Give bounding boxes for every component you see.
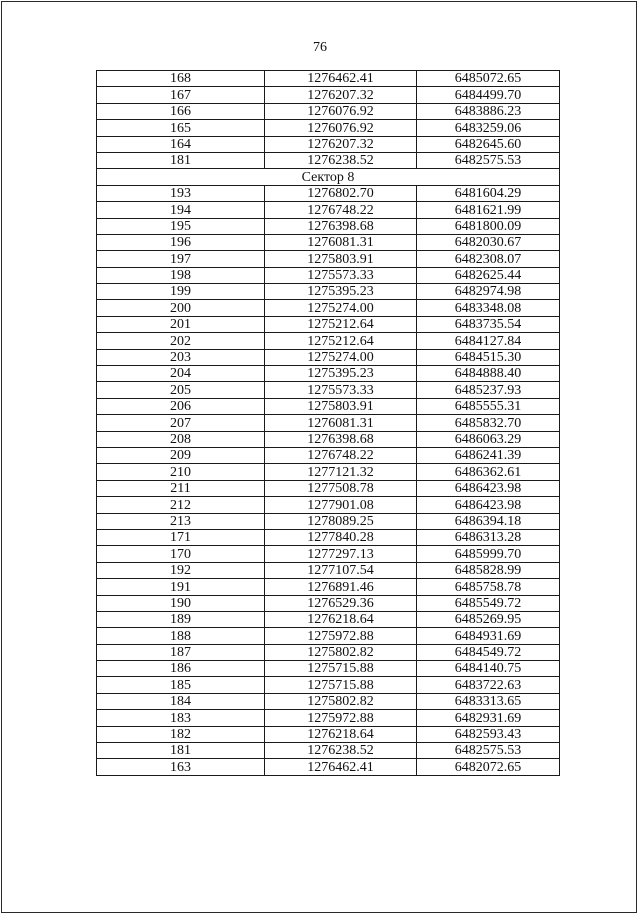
x-coordinate-cell: 1277107.54 <box>265 562 417 578</box>
point-number-cell: 170 <box>97 546 265 562</box>
y-coordinate-cell: 6481800.09 <box>417 218 560 234</box>
table-row <box>97 693 560 709</box>
y-coordinate-cell: 6485555.31 <box>417 398 560 414</box>
x-coordinate-cell: 1276529.36 <box>265 595 417 611</box>
y-coordinate-cell: 6485269.95 <box>417 611 560 627</box>
x-coordinate-cell: 1276207.32 <box>265 136 417 152</box>
y-coordinate-cell: 6482625.44 <box>417 267 560 283</box>
y-coordinate-cell: 6484515.30 <box>417 349 560 365</box>
x-coordinate-cell: 1275212.64 <box>265 333 417 349</box>
table-row <box>97 218 560 234</box>
x-coordinate-cell: 1275972.88 <box>265 628 417 644</box>
point-number-cell: 189 <box>97 611 265 627</box>
x-coordinate-cell: 1275972.88 <box>265 710 417 726</box>
y-coordinate-cell: 6482645.60 <box>417 136 560 152</box>
table-row <box>97 546 560 562</box>
x-coordinate-cell: 1275274.00 <box>265 349 417 365</box>
point-number-cell: 194 <box>97 202 265 218</box>
table-row <box>97 185 560 201</box>
table-row <box>97 398 560 414</box>
y-coordinate-cell: 6485549.72 <box>417 595 560 611</box>
x-coordinate-cell: 1276398.68 <box>265 431 417 447</box>
y-coordinate-cell: 6483722.63 <box>417 677 560 693</box>
y-coordinate-cell: 6482575.53 <box>417 743 560 759</box>
table-row <box>97 415 560 431</box>
point-number-cell: 196 <box>97 234 265 250</box>
point-number-cell: 181 <box>97 152 265 168</box>
x-coordinate-cell: 1276081.31 <box>265 234 417 250</box>
coordinates-table <box>96 70 560 776</box>
y-coordinate-cell: 6481621.99 <box>417 202 560 218</box>
point-number-cell: 167 <box>97 87 265 103</box>
x-coordinate-cell: 1276207.32 <box>265 87 417 103</box>
x-coordinate-cell: 1276218.64 <box>265 726 417 742</box>
point-number-cell: 199 <box>97 284 265 300</box>
table-row <box>97 710 560 726</box>
table-row <box>97 103 560 119</box>
x-coordinate-cell: 1275802.82 <box>265 693 417 709</box>
point-number-cell: 165 <box>97 120 265 136</box>
point-number-cell: 210 <box>97 464 265 480</box>
y-coordinate-cell: 6483348.08 <box>417 300 560 316</box>
table-row <box>97 661 560 677</box>
y-coordinate-cell: 6486362.61 <box>417 464 560 480</box>
y-coordinate-cell: 6481604.29 <box>417 185 560 201</box>
x-coordinate-cell: 1275573.33 <box>265 267 417 283</box>
x-coordinate-cell: 1275274.00 <box>265 300 417 316</box>
point-number-cell: 164 <box>97 136 265 152</box>
point-number-cell: 171 <box>97 529 265 545</box>
y-coordinate-cell: 6486423.98 <box>417 497 560 513</box>
y-coordinate-cell: 6482575.53 <box>417 152 560 168</box>
y-coordinate-cell: 6486313.28 <box>417 529 560 545</box>
table-row <box>97 300 560 316</box>
x-coordinate-cell: 1275573.33 <box>265 382 417 398</box>
table-row <box>97 628 560 644</box>
y-coordinate-cell: 6485758.78 <box>417 579 560 595</box>
y-coordinate-cell: 6484140.75 <box>417 661 560 677</box>
y-coordinate-cell: 6485832.70 <box>417 415 560 431</box>
table-row <box>97 644 560 660</box>
table-row <box>97 611 560 627</box>
x-coordinate-cell: 1277508.78 <box>265 480 417 496</box>
y-coordinate-cell: 6484888.40 <box>417 366 560 382</box>
point-number-cell: 201 <box>97 316 265 332</box>
point-number-cell: 205 <box>97 382 265 398</box>
point-number-cell: 206 <box>97 398 265 414</box>
point-number-cell: 188 <box>97 628 265 644</box>
section-header-row <box>97 169 560 185</box>
point-number-cell: 182 <box>97 726 265 742</box>
y-coordinate-cell: 6483886.23 <box>417 103 560 119</box>
y-coordinate-cell: 6486063.29 <box>417 431 560 447</box>
table-row <box>97 726 560 742</box>
point-number-cell: 168 <box>97 71 265 87</box>
table-row <box>97 316 560 332</box>
point-number-cell: 198 <box>97 267 265 283</box>
x-coordinate-cell: 1276238.52 <box>265 743 417 759</box>
x-coordinate-cell: 1276076.92 <box>265 120 417 136</box>
point-number-cell: 185 <box>97 677 265 693</box>
x-coordinate-cell: 1275212.64 <box>265 316 417 332</box>
table-row <box>97 562 560 578</box>
table-row <box>97 759 560 775</box>
y-coordinate-cell: 6486423.98 <box>417 480 560 496</box>
x-coordinate-cell: 1275802.82 <box>265 644 417 660</box>
table-row <box>97 743 560 759</box>
point-number-cell: 191 <box>97 579 265 595</box>
x-coordinate-cell: 1276462.41 <box>265 759 417 775</box>
point-number-cell: 187 <box>97 644 265 660</box>
x-coordinate-cell: 1275395.23 <box>265 284 417 300</box>
coordinates-table-body <box>97 71 560 776</box>
point-number-cell: 181 <box>97 743 265 759</box>
x-coordinate-cell: 1277901.08 <box>265 497 417 513</box>
y-coordinate-cell: 6484549.72 <box>417 644 560 660</box>
y-coordinate-cell: 6482593.43 <box>417 726 560 742</box>
y-coordinate-cell: 6485999.70 <box>417 546 560 562</box>
y-coordinate-cell: 6482308.07 <box>417 251 560 267</box>
point-number-cell: 192 <box>97 562 265 578</box>
point-number-cell: 163 <box>97 759 265 775</box>
table-row <box>97 480 560 496</box>
point-number-cell: 207 <box>97 415 265 431</box>
point-number-cell: 213 <box>97 513 265 529</box>
x-coordinate-cell: 1275395.23 <box>265 366 417 382</box>
y-coordinate-cell: 6482030.67 <box>417 234 560 250</box>
x-coordinate-cell: 1276081.31 <box>265 415 417 431</box>
table-row <box>97 382 560 398</box>
point-number-cell: 211 <box>97 480 265 496</box>
point-number-cell: 193 <box>97 185 265 201</box>
table-row <box>97 251 560 267</box>
table-row <box>97 677 560 693</box>
x-coordinate-cell: 1275803.91 <box>265 398 417 414</box>
y-coordinate-cell: 6484931.69 <box>417 628 560 644</box>
x-coordinate-cell: 1275803.91 <box>265 251 417 267</box>
point-number-cell: 200 <box>97 300 265 316</box>
table-row <box>97 349 560 365</box>
table-row <box>97 136 560 152</box>
point-number-cell: 204 <box>97 366 265 382</box>
x-coordinate-cell: 1276748.22 <box>265 202 417 218</box>
x-coordinate-cell: 1276462.41 <box>265 71 417 87</box>
y-coordinate-cell: 6482931.69 <box>417 710 560 726</box>
x-coordinate-cell: 1275715.88 <box>265 661 417 677</box>
y-coordinate-cell: 6484499.70 <box>417 87 560 103</box>
x-coordinate-cell: 1277297.13 <box>265 546 417 562</box>
table-row <box>97 284 560 300</box>
table-row <box>97 497 560 513</box>
x-coordinate-cell: 1276891.46 <box>265 579 417 595</box>
x-coordinate-cell: 1276218.64 <box>265 611 417 627</box>
point-number-cell: 186 <box>97 661 265 677</box>
table-row <box>97 333 560 349</box>
point-number-cell: 202 <box>97 333 265 349</box>
table-row <box>97 366 560 382</box>
x-coordinate-cell: 1276076.92 <box>265 103 417 119</box>
y-coordinate-cell: 6484127.84 <box>417 333 560 349</box>
point-number-cell: 203 <box>97 349 265 365</box>
y-coordinate-cell: 6483259.06 <box>417 120 560 136</box>
y-coordinate-cell: 6485072.65 <box>417 71 560 87</box>
x-coordinate-cell: 1276398.68 <box>265 218 417 234</box>
y-coordinate-cell: 6483313.65 <box>417 693 560 709</box>
point-number-cell: 183 <box>97 710 265 726</box>
table-row <box>97 120 560 136</box>
table-row <box>97 431 560 447</box>
point-number-cell: 208 <box>97 431 265 447</box>
table-row <box>97 87 560 103</box>
point-number-cell: 209 <box>97 447 265 463</box>
y-coordinate-cell: 6486394.18 <box>417 513 560 529</box>
page-number: 76 <box>313 40 327 55</box>
y-coordinate-cell: 6483735.54 <box>417 316 560 332</box>
section-title: Сектор 8 <box>97 169 560 185</box>
y-coordinate-cell: 6485237.93 <box>417 382 560 398</box>
table-row <box>97 267 560 283</box>
table-row <box>97 71 560 87</box>
point-number-cell: 184 <box>97 693 265 709</box>
table-row <box>97 464 560 480</box>
x-coordinate-cell: 1276802.70 <box>265 185 417 201</box>
table-row <box>97 447 560 463</box>
x-coordinate-cell: 1277840.28 <box>265 529 417 545</box>
table-row <box>97 529 560 545</box>
x-coordinate-cell: 1276748.22 <box>265 447 417 463</box>
x-coordinate-cell: 1278089.25 <box>265 513 417 529</box>
point-number-cell: 197 <box>97 251 265 267</box>
x-coordinate-cell: 1277121.32 <box>265 464 417 480</box>
x-coordinate-cell: 1275715.88 <box>265 677 417 693</box>
y-coordinate-cell: 6486241.39 <box>417 447 560 463</box>
point-number-cell: 190 <box>97 595 265 611</box>
table-row <box>97 202 560 218</box>
table-row <box>97 595 560 611</box>
point-number-cell: 212 <box>97 497 265 513</box>
table-row <box>97 513 560 529</box>
table-row <box>97 234 560 250</box>
x-coordinate-cell: 1276238.52 <box>265 152 417 168</box>
y-coordinate-cell: 6482974.98 <box>417 284 560 300</box>
point-number-cell: 195 <box>97 218 265 234</box>
table-row <box>97 579 560 595</box>
point-number-cell: 166 <box>97 103 265 119</box>
table-row <box>97 152 560 168</box>
y-coordinate-cell: 6485828.99 <box>417 562 560 578</box>
y-coordinate-cell: 6482072.65 <box>417 759 560 775</box>
